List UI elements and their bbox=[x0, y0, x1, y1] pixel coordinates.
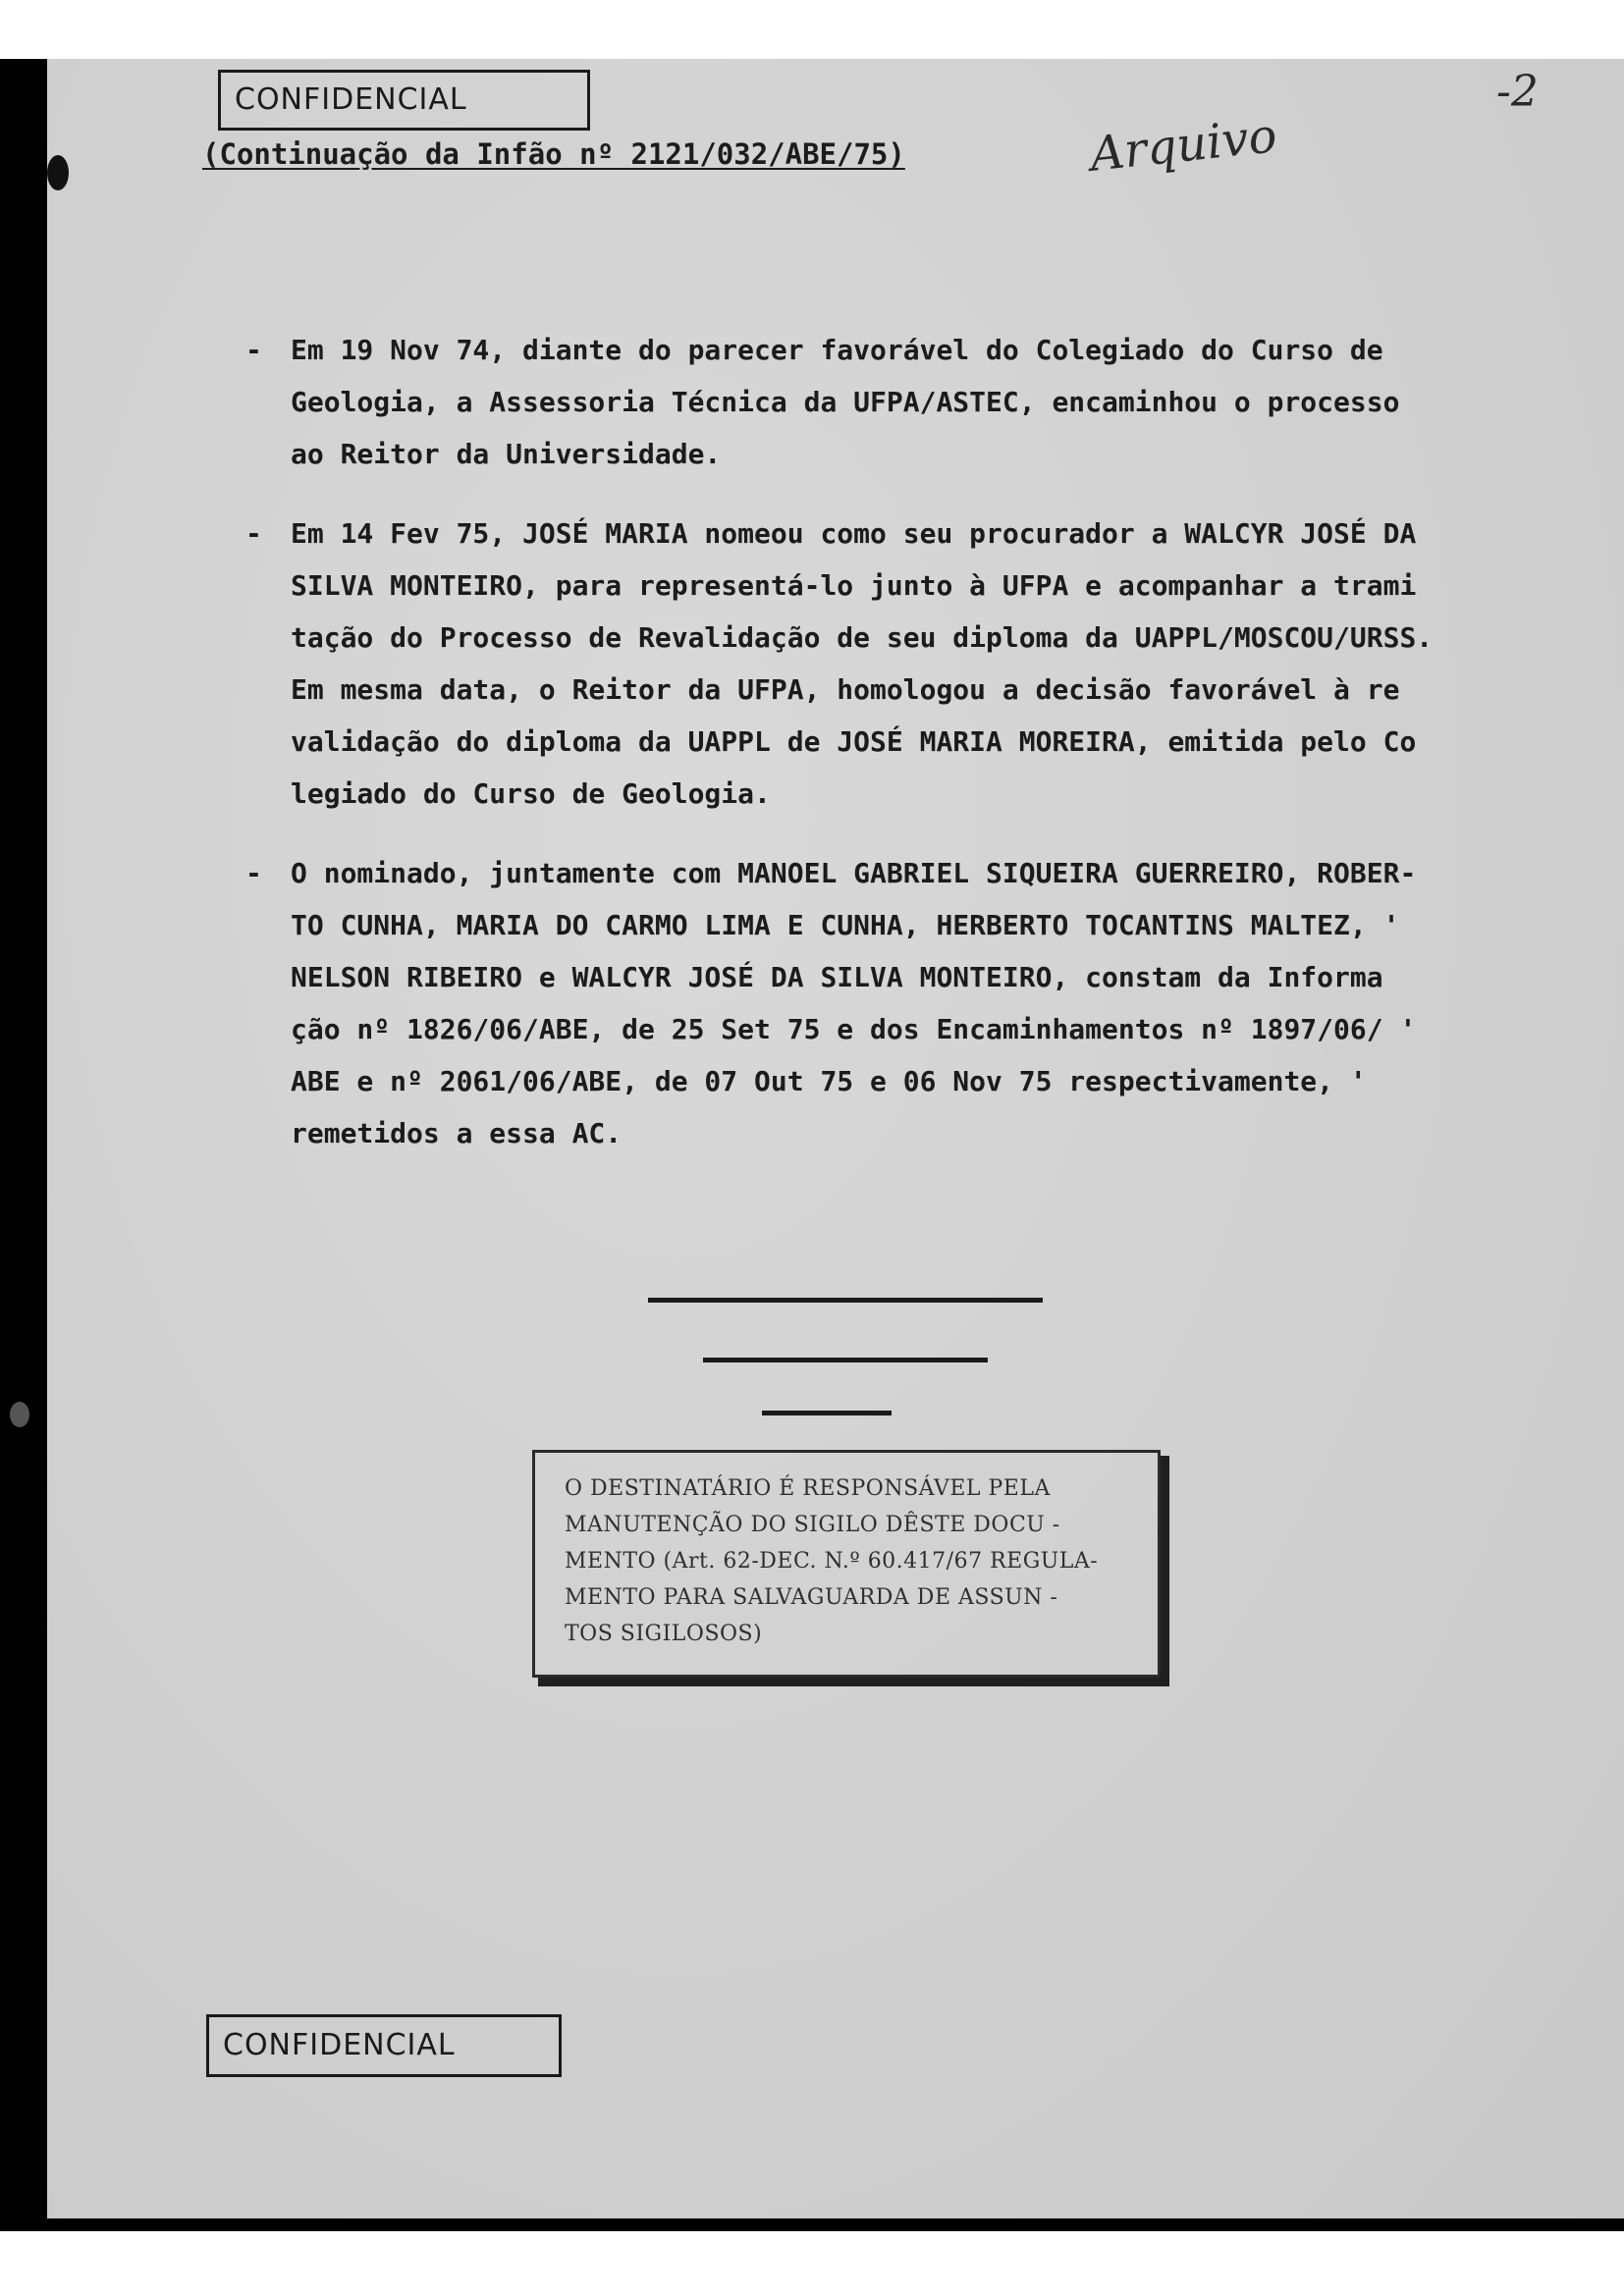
handwritten-note: Arquivo bbox=[1087, 108, 1280, 183]
closing-rule-3 bbox=[762, 1411, 892, 1415]
paragraph-line: O nominado, juntamente com MANOEL GABRIEL SIQUEIRA GUERREIRO, ROBER- bbox=[291, 857, 1417, 889]
notice-line: O DESTINATÁRIO É RESPONSÁVEL PELA bbox=[565, 1476, 1051, 1501]
closing-rule-2 bbox=[703, 1358, 988, 1362]
paragraph-line: remetidos a essa AC. bbox=[291, 1117, 623, 1149]
confidential-stamp-bottom: CONFIDENCIAL bbox=[206, 2014, 562, 2077]
paragraph-item bbox=[245, 507, 1561, 820]
paragraph-line: legiado do Curso de Geologia. bbox=[291, 777, 771, 810]
ink-blot bbox=[10, 1402, 29, 1427]
notice-line: TOS SIGILOSOS) bbox=[565, 1622, 763, 1646]
notice-line: MENTO PARA SALVAGUARDA DE ASSUN - bbox=[565, 1585, 1058, 1610]
paragraph-line: Em 14 Fev 75, JOSÉ MARIA nomeou como seu procurador a WALCYR JOSÉ DA bbox=[291, 517, 1417, 550]
paragraph-line: Geologia, a Assessoria Técnica da UFPA/ASTEC, encaminhou o processo bbox=[291, 386, 1400, 418]
paragraph-line: Em 19 Nov 74, diante do parecer favorável do Colegiado do Curso de bbox=[291, 334, 1383, 366]
document-body bbox=[245, 324, 1561, 1187]
notice-line: MANUTENÇÃO DO SIGILO DÊSTE DOCU - bbox=[565, 1513, 1060, 1537]
paragraph-line: tação do Processo de Revalidação de seu diploma da UAPPL/MOSCOU/URSS. bbox=[291, 621, 1434, 654]
paragraph-dash: - bbox=[245, 857, 262, 889]
ink-blot bbox=[47, 155, 69, 190]
paragraph-line: TO CUNHA, MARIA DO CARMO LIMA E CUNHA, HERBERTO TOCANTINS MALTEZ, ' bbox=[291, 909, 1400, 941]
paragraph-line: ção nº 1826/06/ABE, de 25 Set 75 e dos Encaminhamentos nº 1897/06/ ' bbox=[291, 1013, 1417, 1045]
notice-shadow bbox=[538, 1678, 1169, 1686]
paragraph-line: Em mesma data, o Reitor da UFPA, homologou a decisão favorável à re bbox=[291, 673, 1400, 706]
page-number: -2 bbox=[1496, 67, 1539, 117]
paragraph-line: validação do diploma da UAPPL de JOSÉ MARIA MOREIRA, emitida pelo Co bbox=[291, 725, 1417, 758]
paragraph-line: ABE e nº 2061/06/ABE, de 07 Out 75 e 06 Nov 75 respectivamente, ' bbox=[291, 1065, 1367, 1097]
continuation-reference: (Continuação da Infão nº 2121/032/ABE/75) bbox=[202, 137, 905, 171]
notice-line: MENTO (Art. 62-DEC. N.º 60.417/67 REGULA- bbox=[565, 1549, 1099, 1574]
paragraph-dash: - bbox=[245, 334, 262, 366]
closing-rule-1 bbox=[648, 1298, 1043, 1303]
paragraph-item bbox=[245, 847, 1561, 1159]
confidentiality-notice-stamp bbox=[532, 1450, 1161, 1678]
paragraph-line: NELSON RIBEIRO e WALCYR JOSÉ DA SILVA MONTEIRO, constam da Informa bbox=[291, 961, 1383, 993]
paragraph-line: ao Reitor da Universidade. bbox=[291, 438, 722, 470]
paragraph-dash: - bbox=[245, 517, 262, 550]
notice-shadow bbox=[1161, 1456, 1169, 1683]
confidential-stamp-top: CONFIDENCIAL bbox=[218, 70, 590, 131]
paragraph-item bbox=[245, 324, 1561, 480]
paragraph-line: SILVA MONTEIRO, para representá-lo junto à UFPA e acompanhar a trami bbox=[291, 569, 1417, 602]
